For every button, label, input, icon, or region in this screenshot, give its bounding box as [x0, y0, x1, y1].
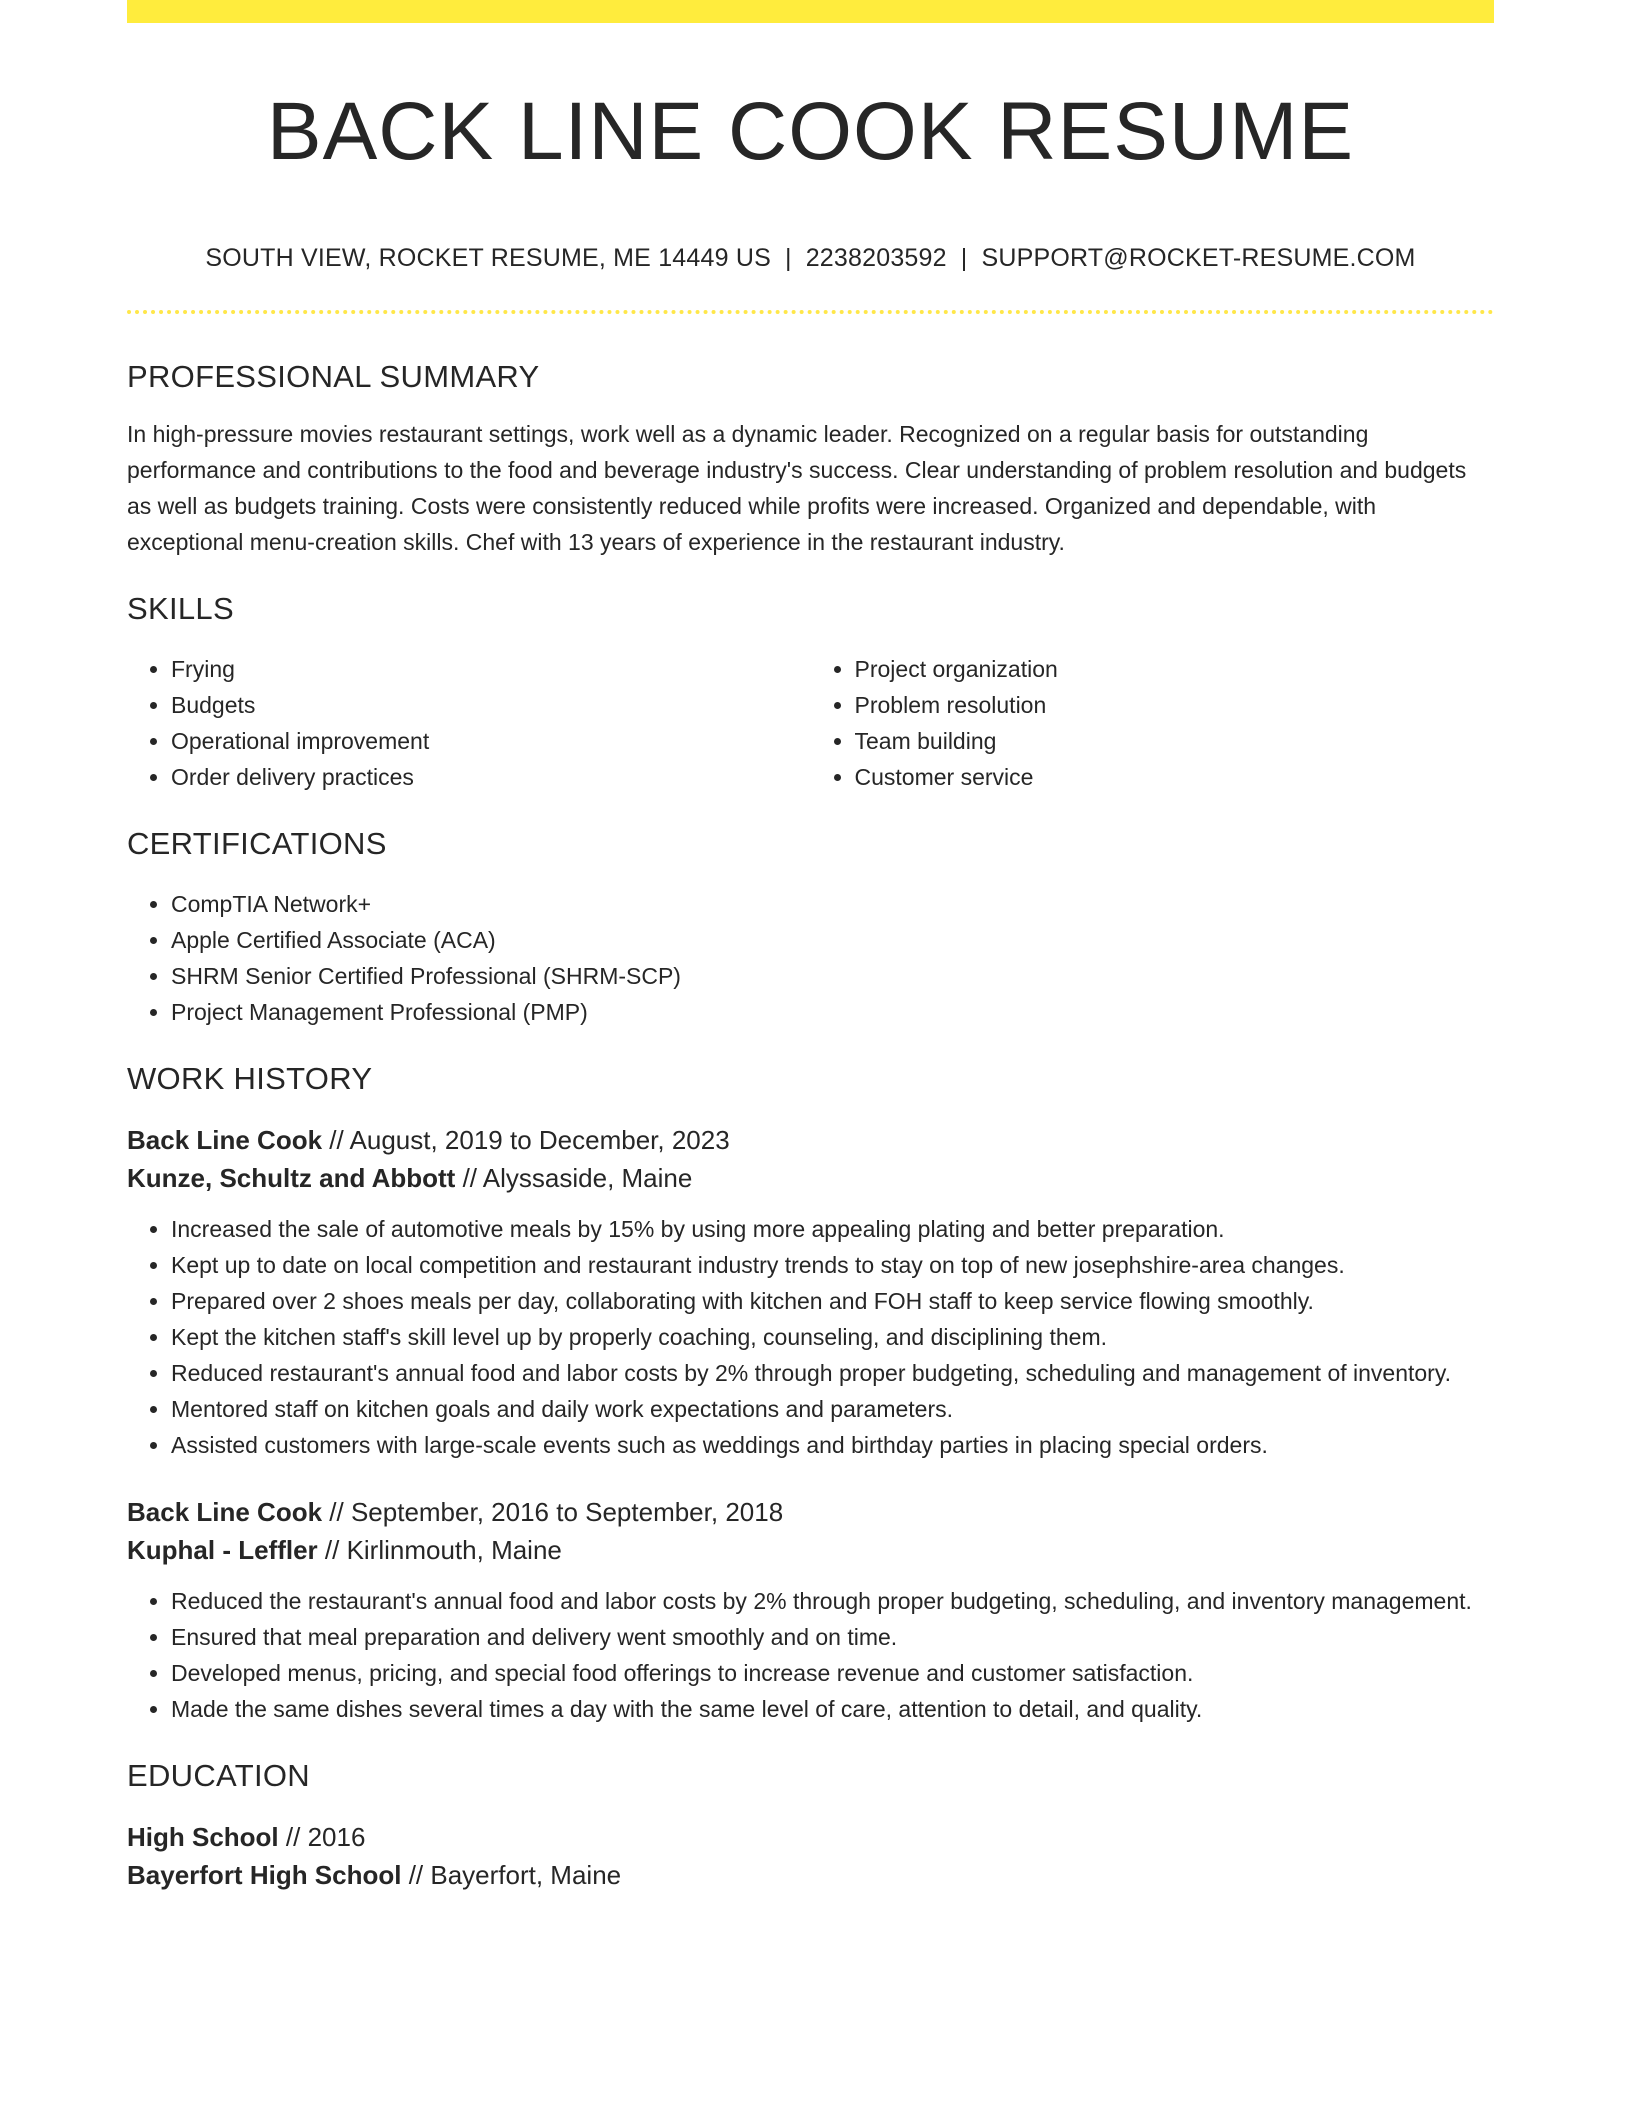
job-bullet: • Made the same dishes several times a day with the same level of care, attention to detail, and quality. — [171, 1691, 1494, 1727]
work-history-heading: WORK HISTORY — [127, 1060, 373, 1096]
skills-heading: SKILLS — [127, 590, 234, 626]
job-bullets — [127, 1583, 1494, 1727]
skill-item: • Problem resolution — [855, 687, 1495, 723]
certification-item: • Project Management Professional (PMP) — [171, 994, 1494, 1030]
top-accent-bar — [127, 0, 1494, 23]
job-bullet: • Reduced restaurant's annual food and labor costs by 2% through proper budgeting, scheduling and management of inventory. — [171, 1355, 1494, 1391]
job-dates: // September, 2016 to September, 2018 — [322, 1497, 784, 1528]
job-company-line — [127, 1531, 1494, 1569]
education-degree: High School — [127, 1822, 279, 1853]
education-school: Bayerfort High School — [127, 1860, 402, 1891]
job-company: Kuphal - Leffler — [127, 1535, 318, 1566]
job-bullet: • Kept up to date on local competition and restaurant industry trends to stay on top of new josephshire-area changes. — [171, 1247, 1494, 1283]
skill-item: • Order delivery practices — [171, 759, 811, 795]
certification-item: • CompTIA Network+ — [171, 886, 1494, 922]
education-year: // 2016 — [278, 1822, 366, 1853]
certifications-heading: CERTIFICATIONS — [127, 825, 387, 861]
contact-phone: 2238203592 — [805, 244, 947, 273]
job-bullets — [127, 1211, 1494, 1463]
job-bullet: • Assisted customers with large-scale events such as weddings and birthday parties in placing special orders. — [171, 1427, 1494, 1463]
certifications-list — [127, 886, 1494, 1030]
job-bullet: • Mentored staff on kitchen goals and daily work expectations and parameters. — [171, 1391, 1494, 1427]
contact-separator: | — [785, 244, 792, 273]
job-title: Back Line Cook — [127, 1125, 323, 1156]
education-degree-line — [127, 1818, 1494, 1856]
skill-item: • Customer service — [855, 759, 1495, 795]
contact-address: SOUTH VIEW, ROCKET RESUME, ME 14449 US — [205, 244, 771, 273]
education-location: // Bayerfort, Maine — [401, 1860, 622, 1891]
education-heading: EDUCATION — [127, 1758, 310, 1794]
skill-item: • Team building — [855, 723, 1495, 759]
summary-text: In high-pressure movies restaurant settings, work well as a dynamic leader. Recognized on a regular basis for outstanding performance and contributions to the food and beverage industry's success. Clear understanding of problem resolution and budgets as well as budgets training. Costs were consistently reduced while profits were increased. Organized and dependable, with exceptional menu-creation skills. Chef with 13 years of experience in the restaurant industry. — [127, 420, 1467, 555]
contact-line — [127, 243, 1494, 273]
job-bullet: • Ensured that meal preparation and delivery went smoothly and on time. — [171, 1619, 1494, 1655]
skills-list-left — [127, 651, 811, 795]
education-school-line — [127, 1856, 1494, 1894]
resume-page — [127, 0, 1494, 1894]
skill-item: • Budgets — [171, 687, 811, 723]
job-company: Kunze, Schultz and Abbott — [127, 1163, 456, 1194]
job-bullet: • Kept the kitchen staff's skill level up by properly coaching, counseling, and disciplining them. — [171, 1319, 1494, 1355]
skills-list-right — [811, 651, 1495, 795]
dotted-divider — [127, 310, 1494, 314]
skill-item: • Frying — [171, 651, 811, 687]
job-title-line — [127, 1121, 1494, 1159]
job-title: Back Line Cook — [127, 1497, 323, 1528]
certification-item: • SHRM Senior Certified Professional (SHRM-SCP) — [171, 958, 1494, 994]
job-title-line — [127, 1493, 1494, 1531]
education-entry — [127, 1818, 1494, 1894]
resume-title: BACK LINE COOK RESUME — [266, 86, 1355, 177]
job-bullet: • Increased the sale of automotive meals by 15% by using more appealing plating and better preparation. — [171, 1211, 1494, 1247]
summary-heading: PROFESSIONAL SUMMARY — [127, 359, 540, 395]
contact-email: SUPPORT@ROCKET-RESUME.COM — [981, 244, 1416, 273]
job-location: // Kirlinmouth, Maine — [317, 1535, 562, 1566]
job-entry — [127, 1121, 1494, 1463]
contact-separator: | — [960, 244, 968, 273]
skills-grid — [127, 651, 1494, 795]
job-company-line — [127, 1159, 1494, 1197]
skill-item: • Operational improvement — [171, 723, 811, 759]
job-dates: // August, 2019 to December, 2023 — [322, 1125, 730, 1156]
job-bullet: • Prepared over 2 shoes meals per day, collaborating with kitchen and FOH staff to keep service flowing smoothly. — [171, 1283, 1494, 1319]
job-location: // Alyssaside, Maine — [455, 1163, 693, 1194]
job-entry — [127, 1493, 1494, 1727]
job-bullet: • Reduced the restaurant's annual food and labor costs by 2% through proper budgeting, scheduling, and inventory management. — [171, 1583, 1494, 1619]
job-bullet: • Developed menus, pricing, and special food offerings to increase revenue and customer satisfaction. — [171, 1655, 1494, 1691]
certification-item: • Apple Certified Associate (ACA) — [171, 922, 1494, 958]
skill-item: • Project organization — [855, 651, 1495, 687]
